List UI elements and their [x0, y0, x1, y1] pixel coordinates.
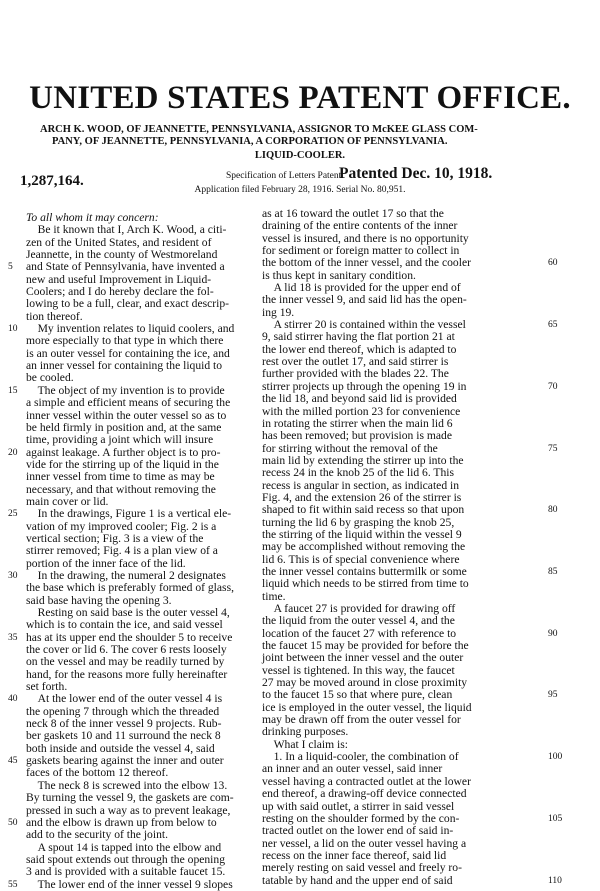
line-text: main lid by extending the stirrer up into the: [262, 453, 464, 467]
line-text: The neck 8 is screwed into the elbow 13.: [26, 778, 228, 792]
line-number: 90: [548, 628, 558, 639]
line-text: The object of my invention is to provide: [26, 383, 225, 397]
line-text: 1. In a liquid-cooler, the combination of: [262, 750, 459, 764]
line-text: recess is angular in section, as indicated in: [262, 478, 460, 492]
line-text: draining of the entire contents of the inner: [262, 219, 458, 233]
line-text: turning the lid 6 by grasping the knob 25,: [262, 515, 455, 529]
line-text: is thus kept in sanitary condition.: [262, 268, 416, 282]
left-text-column: [8, 211, 264, 891]
line-text: location of the faucet 27 with reference to: [262, 626, 457, 640]
line-text: In the drawing, the numeral 2 designates: [26, 568, 226, 582]
line-number: 85: [548, 566, 558, 577]
line-text: the lid 18, and beyond said lid is provided: [262, 392, 457, 406]
line-text: for sediment or foreign matter to collect in: [262, 244, 460, 258]
line-number: 100: [548, 752, 563, 763]
line-text: inner vessel from time to time as may be: [26, 470, 215, 484]
line-text: to the faucet 15 so that where pure, clean: [262, 688, 453, 702]
line-number: 15: [8, 385, 18, 396]
line-text: recess on the inner face thereof, said lid: [262, 848, 447, 862]
line-text: neck 8 of the inner vessel 9 projects. Rub-: [26, 717, 222, 731]
line-text: may be drawn off from the outer vessel for: [262, 713, 461, 727]
line-number: 95: [548, 690, 558, 701]
line-text: A lid 18 is provided for the upper end of: [262, 281, 461, 295]
line-text: A stirrer 20 is contained within the vessel: [262, 318, 466, 332]
line-number: 35: [8, 632, 18, 643]
line-text: The lower end of the inner vessel 9 slopes: [26, 877, 233, 891]
line-text: ing 19.: [262, 305, 295, 319]
line-text: vertical section; Fig. 3 is a view of the: [26, 531, 204, 545]
line-text: in rotating the stirrer when the main lid 6: [262, 416, 453, 430]
line-text: shaped to fit within said recess so that upon: [262, 503, 465, 517]
line-text: recess 24 in the knob 25 of the lid 6. This: [262, 466, 455, 480]
line-text: an inner and an outer vessel, said inner: [262, 762, 443, 776]
line-text: the opening 7 through which the threaded: [26, 704, 220, 718]
inventor-assignment: [40, 124, 580, 148]
line-number: 30: [8, 570, 18, 581]
line-text: which is to contain the ice, and said vessel: [26, 618, 223, 632]
line-text: At the lower end of the outer vessel 4 is: [26, 692, 223, 706]
line-text: stirrer projects up through the opening 19 in: [262, 379, 467, 393]
line-text: the inner vessel contains buttermilk or some: [262, 564, 467, 578]
line-text: merely resting on said vessel and freely ro-: [262, 861, 462, 875]
line-number: 80: [548, 505, 558, 516]
line-number: 70: [548, 381, 558, 392]
line-text: a simple and efficient means of securing the: [26, 396, 231, 410]
line-text: tatable by hand and the upper end of said: [262, 873, 453, 887]
line-text: and the elbow is drawn up from below to: [26, 815, 217, 829]
line-text: add to the security of the joint.: [26, 828, 168, 842]
line-text: new and useful Improvement in Liquid-: [26, 272, 212, 286]
inventor-line-2: PANY, OF JEANNETTE, PENNSYLVANIA, A CORPORATION OF PENNSYLVANIA.: [52, 136, 448, 147]
line-text: stirrer removed; Fig. 4 is a plan view of a: [26, 544, 218, 558]
line-text: inner vessel within the outer vessel so as to: [26, 408, 227, 422]
line-text: for stirring without the removal of the: [262, 441, 438, 455]
line-text: with the milled portion 23 for convenience: [262, 404, 461, 418]
line-text: an inner vessel for containing the liquid to: [26, 359, 223, 373]
line-text: said spout extends out through the opening: [26, 852, 226, 866]
line-text: rest over the outlet 17, and said stirrer is: [262, 355, 449, 369]
line-text: time.: [262, 589, 286, 603]
line-text: further provided with the blades 22. The: [262, 367, 449, 381]
line-text: A spout 14 is tapped into the elbow and: [26, 840, 222, 854]
patent-number: 1,287,164.: [20, 173, 84, 189]
line-number: 105: [548, 813, 563, 824]
line-text: drinking purposes.: [262, 725, 349, 739]
line-text: joint between the inner vessel and the outer: [262, 651, 464, 665]
text-line: [8, 877, 264, 891]
line-text: vessel is insured, and there is no opportunity: [262, 231, 469, 245]
line-text: tion thereof.: [26, 309, 83, 323]
line-text: has at its upper end the shoulder 5 to receive: [26, 630, 233, 644]
line-text: faces of the bottom 12 thereof.: [26, 766, 169, 780]
line-text: ner vessel, a lid on the outer vessel having a: [262, 836, 467, 850]
patented-date: Patented Dec. 10, 1918.: [339, 165, 493, 182]
line-number: 110: [548, 875, 562, 886]
line-number: 75: [548, 443, 558, 454]
line-text: be cooled.: [26, 371, 74, 385]
line-text: zen of the United States, and resident of: [26, 235, 212, 249]
line-text: up with said outlet, a stirrer in said vessel: [262, 799, 455, 813]
line-text: gaskets bearing against the inner and outer: [26, 754, 224, 768]
line-text: lid 6. This is of special convenience where: [262, 552, 460, 566]
specification-label: Specification of Letters Patent.: [226, 171, 344, 181]
line-text: time, providing a joint which will insure: [26, 433, 214, 447]
line-number: 50: [8, 817, 18, 828]
office-title: UNITED STATES PATENT OFFICE.: [29, 80, 571, 116]
line-text: vessel is tightened. In this way, the faucet: [262, 663, 455, 677]
line-text: the stirring of the liquid within the vessel 9: [262, 527, 462, 541]
line-text: By turning the vessel 9, the gaskets are com-: [26, 791, 234, 805]
line-text: Resting on said base is the outer vessel 4,: [26, 606, 230, 619]
line-text: 9, said stirrer having the flat portion 21 at: [262, 330, 455, 344]
line-number: 20: [8, 447, 18, 458]
line-text: may be accomplished without removing the: [262, 540, 466, 554]
line-text: the bottom of the inner vessel, and the cooler: [262, 256, 471, 270]
line-text: has been removed; but provision is made: [262, 429, 452, 443]
invention-title: LIQUID-COOLER.: [254, 150, 346, 161]
right-text-column: [262, 208, 562, 887]
line-text: as at 16 toward the outlet 17 so that the: [262, 207, 444, 220]
line-text: vide for the stirring up of the liquid in the: [26, 457, 219, 471]
line-number: 55: [8, 879, 18, 890]
line-text: pressed in such a way as to prevent leakage,: [26, 803, 231, 817]
line-number: 45: [8, 756, 18, 767]
line-number: 60: [548, 258, 558, 269]
line-text: liquid which needs to be stirred from time to: [262, 577, 469, 591]
line-text: Be it known that I, Arch K. Wood, a citi-: [26, 223, 227, 237]
line-text: set forth.: [26, 680, 68, 694]
line-text: In the drawings, Figure 1 is a vertical ele-: [26, 507, 232, 521]
line-text: To all whom it may concern:: [26, 211, 159, 224]
line-text: Fig. 4, and the extension 26 of the stirrer is: [262, 490, 462, 504]
line-text: the inner vessel 9, and said lid has the open-: [262, 293, 467, 307]
text-line: [262, 294, 562, 306]
line-text: tracted outlet on the lower end of said in-: [262, 824, 454, 838]
line-text: ice is employed in the outer vessel, the liquid: [262, 700, 472, 714]
line-number: 25: [8, 509, 18, 520]
line-text: more especially to that type in which there: [26, 334, 224, 348]
line-text: the base which is preferably formed of glass,: [26, 581, 234, 595]
text-line: [262, 578, 562, 590]
line-text: A faucet 27 is provided for drawing off: [262, 602, 456, 615]
line-text: on the vessel and may be readily turned by: [26, 655, 225, 669]
line-number: 40: [8, 694, 18, 705]
line-text: be held firmly in position and, at the same: [26, 420, 222, 434]
line-text: the cover or lid 6. The cover 6 rests loosely: [26, 643, 227, 657]
line-text: the faucet 15 may be provided for before the: [262, 639, 469, 653]
line-text: necessary, and that without removing the: [26, 482, 216, 496]
line-text: end thereof, a drawing-off device connected: [262, 787, 467, 801]
line-text: the lower end thereof, which is adapted to: [262, 342, 457, 356]
line-number: 10: [8, 324, 18, 335]
line-text: portion of the inner face of the lid.: [26, 556, 186, 570]
line-text: hand, for the reasons more fully hereinafter: [26, 667, 228, 681]
patent-meta-row: [0, 165, 600, 189]
line-text: 3 and is provided with a suitable faucet 15.: [26, 865, 226, 879]
line-text: main cover or lid.: [26, 494, 109, 508]
line-text: the liquid from the outer vessel 4, and the: [262, 614, 455, 628]
line-text: Jeannette, in the county of Westmoreland: [26, 248, 218, 262]
line-text: Coolers; and I do hereby declare the fol-: [26, 285, 214, 299]
line-text: lowing to be a full, clear, and exact descrip-: [26, 297, 229, 311]
line-text: resting on the shoulder formed by the con-: [262, 811, 460, 825]
line-text: and State of Pennsylvania, have invented a: [26, 260, 225, 274]
line-text: vessel having a contracted outlet at the lower: [262, 774, 471, 788]
application-line: Application filed February 28, 1916. Serial No. 80,951.: [194, 185, 406, 195]
line-text: ber gaskets 10 and 11 surround the neck 8: [26, 729, 221, 743]
line-number: 5: [8, 262, 13, 273]
line-text: 27 may be moved around in close proximity: [262, 676, 468, 690]
inventor-line-1: ARCH K. WOOD, OF JEANNETTE, PENNSYLVANIA, ASSIGNOR TO McKEE GLASS COM-: [40, 124, 478, 135]
line-text: vation of my improved cooler; Fig. 2 is a: [26, 519, 217, 533]
line-text: said base having the opening 3.: [26, 593, 172, 607]
line-text: What I claim is:: [262, 737, 348, 751]
line-text: against leakage. A further object is to pro-: [26, 445, 221, 459]
line-text: My invention relates to liquid coolers, and: [26, 322, 235, 336]
line-text: both inside and outside the vessel 4, said: [26, 741, 215, 755]
line-number: 65: [548, 320, 558, 331]
line-text: is an outer vessel for containing the ice, and: [26, 346, 230, 360]
